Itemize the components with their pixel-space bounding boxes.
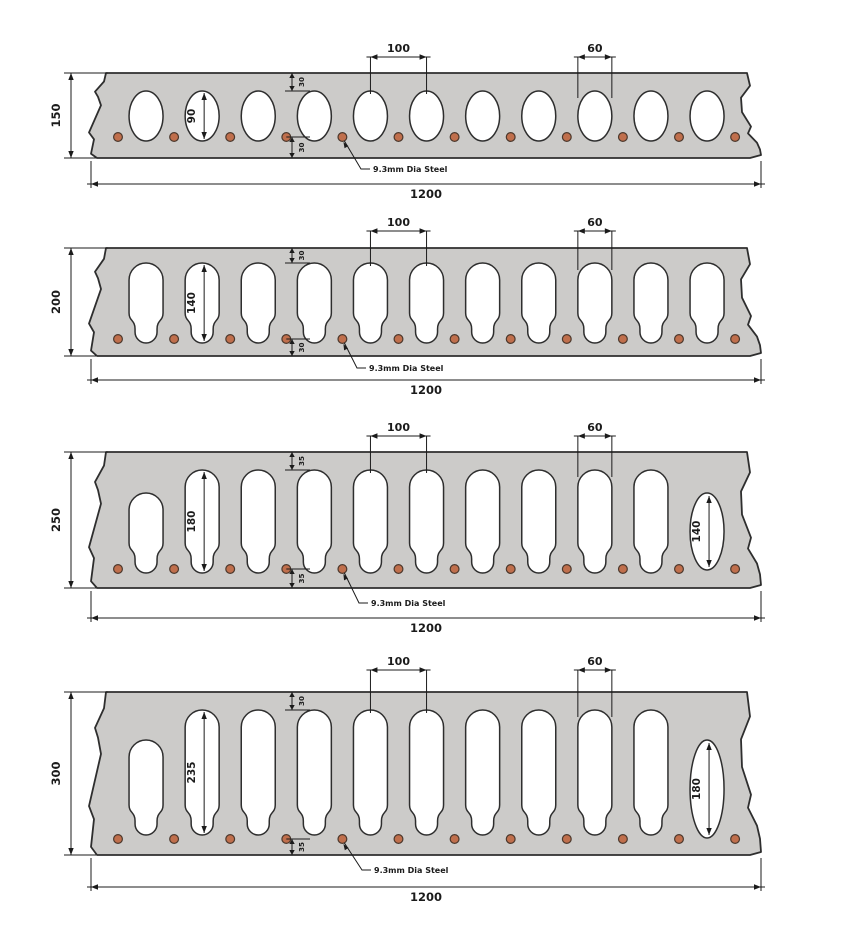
width-label: 1200 [409, 383, 443, 397]
dim-arrowhead [68, 73, 73, 80]
width-label: 1200 [409, 187, 443, 201]
core-hole [410, 91, 444, 141]
steel-bar-dot [506, 133, 515, 142]
core-hole [297, 91, 331, 141]
dim-arrowhead [370, 228, 377, 233]
bottom-cover-label: 35 [297, 841, 306, 853]
steel-bar-dot [394, 133, 403, 142]
steel-bar-dot [170, 335, 179, 344]
core-height-label: 140 [186, 292, 199, 314]
dim-arrowhead [68, 452, 73, 459]
steel-bar-dot [450, 133, 459, 142]
steel-bar-dot [675, 335, 684, 344]
core-height-label: 180 [186, 510, 199, 533]
pitch-label: 100 [387, 42, 410, 55]
dim-arrowhead [605, 433, 612, 438]
core-hole [690, 91, 724, 141]
steel-bar-dot [170, 835, 179, 844]
steel-bar-dot [675, 133, 684, 142]
top-cover-label: 35 [297, 455, 306, 467]
core-hole [466, 91, 500, 141]
core-width-label: 60 [587, 421, 603, 434]
core-width-label: 60 [587, 42, 603, 55]
dim-arrowhead [68, 349, 73, 356]
dim-arrowhead [68, 848, 73, 855]
steel-bar-dot [338, 835, 347, 844]
bottom-cover-label: 30 [297, 142, 306, 153]
core-hole [466, 710, 500, 835]
dim-arrowhead [578, 228, 585, 233]
bottom-cover-label: 30 [297, 342, 306, 353]
core-hole [522, 710, 556, 835]
steel-bar-dot [562, 335, 571, 344]
dim-arrowhead [370, 433, 377, 438]
dim-arrowhead [91, 181, 98, 186]
dim-arrowhead [91, 377, 98, 382]
core-hole [129, 91, 163, 141]
core-hole [522, 91, 556, 141]
steel-bar-dot [562, 835, 571, 844]
depth-label: 300 [49, 761, 63, 786]
dim-arrowhead [420, 54, 427, 59]
dim-arrowhead [605, 228, 612, 233]
edge-core-label: 140 [691, 520, 704, 543]
steel-bar-dot [450, 565, 459, 574]
slab-section-250 [49, 421, 765, 635]
pitch-label: 100 [387, 216, 410, 229]
dim-arrowhead [605, 667, 612, 672]
steel-bar-dot [731, 133, 740, 142]
steel-bar-dot [562, 565, 571, 574]
steel-note-label: 9.3mm Dia Steel [373, 165, 448, 174]
steel-bar-dot [731, 565, 740, 574]
core-hole [353, 710, 387, 835]
dim-arrowhead [420, 667, 427, 672]
steel-bar-dot [450, 835, 459, 844]
steel-bar-dot [114, 335, 123, 344]
dim-arrowhead [91, 884, 98, 889]
dim-arrowhead [754, 884, 761, 889]
slab-section-300 [49, 655, 765, 904]
dim-arrowhead [68, 581, 73, 588]
dim-arrowhead [420, 228, 427, 233]
bottom-cover-label: 35 [297, 573, 306, 584]
steel-bar-dot [675, 835, 684, 844]
steel-bar-dot [114, 565, 123, 574]
steel-bar-dot [170, 565, 179, 574]
steel-bar-dot [675, 565, 684, 574]
steel-bar-dot [226, 565, 235, 574]
dim-arrowhead [68, 248, 73, 255]
steel-bar-dot [226, 835, 235, 844]
dim-arrowhead [578, 667, 585, 672]
steel-bar-dot [114, 133, 123, 142]
core-hole [297, 710, 331, 835]
pitch-label: 100 [387, 421, 410, 434]
steel-bar-dot [338, 133, 347, 142]
core-height-label: 235 [186, 761, 199, 784]
core-width-label: 60 [587, 655, 603, 668]
dim-arrowhead [605, 54, 612, 59]
core-hole [353, 91, 387, 141]
steel-bar-dot [226, 335, 235, 344]
steel-bar-dot [170, 133, 179, 142]
width-label: 1200 [409, 621, 443, 635]
pitch-label: 100 [387, 655, 410, 668]
dim-arrowhead [754, 615, 761, 620]
depth-label: 250 [49, 507, 63, 533]
core-hole [410, 710, 444, 835]
core-hole [578, 710, 612, 835]
steel-bar-dot [506, 335, 515, 344]
core-hole [634, 91, 668, 141]
steel-bar-dot [731, 335, 740, 344]
depth-label: 200 [49, 289, 63, 315]
steel-bar-dot [338, 335, 347, 344]
dim-arrowhead [370, 54, 377, 59]
steel-note-label: 9.3mm Dia Steel [371, 599, 446, 608]
steel-bar-dot [394, 335, 403, 344]
steel-bar-dot [562, 133, 571, 142]
top-cover-label: 30 [297, 76, 306, 88]
steel-bar-dot [619, 565, 628, 574]
steel-note-label: 9.3mm Dia Steel [369, 364, 444, 373]
steel-bar-dot [619, 133, 628, 142]
steel-bar-dot [450, 335, 459, 344]
steel-bar-dot [338, 565, 347, 574]
steel-bar-dot [226, 133, 235, 142]
core-hole [578, 91, 612, 141]
dim-arrowhead [578, 54, 585, 59]
dim-arrowhead [754, 181, 761, 186]
edge-core-label: 180 [691, 778, 704, 800]
core-hole [634, 710, 668, 835]
dim-arrowhead [370, 667, 377, 672]
slab-section-150 [49, 42, 765, 201]
dim-arrowhead [420, 433, 427, 438]
depth-label: 150 [49, 103, 63, 128]
steel-bar-dot [114, 835, 123, 844]
top-cover-label: 30 [297, 250, 306, 261]
top-cover-label: 30 [297, 695, 306, 707]
dim-arrowhead [68, 692, 73, 699]
steel-bar-dot [394, 835, 403, 844]
steel-note-label: 9.3mm Dia Steel [374, 866, 449, 875]
slab-section-200 [49, 216, 765, 397]
steel-bar-dot [394, 565, 403, 574]
core-width-label: 60 [587, 216, 603, 229]
steel-bar-dot [619, 335, 628, 344]
steel-bar-dot [731, 835, 740, 844]
dim-arrowhead [91, 615, 98, 620]
steel-bar-dot [619, 835, 628, 844]
dim-arrowhead [68, 151, 73, 158]
steel-bar-dot [506, 565, 515, 574]
core-hole [241, 710, 275, 835]
dim-arrowhead [578, 433, 585, 438]
dim-arrowhead [754, 377, 761, 382]
steel-bar-dot [506, 835, 515, 844]
width-label: 1200 [409, 890, 443, 904]
core-height-label: 90 [186, 108, 199, 124]
core-hole [241, 91, 275, 141]
